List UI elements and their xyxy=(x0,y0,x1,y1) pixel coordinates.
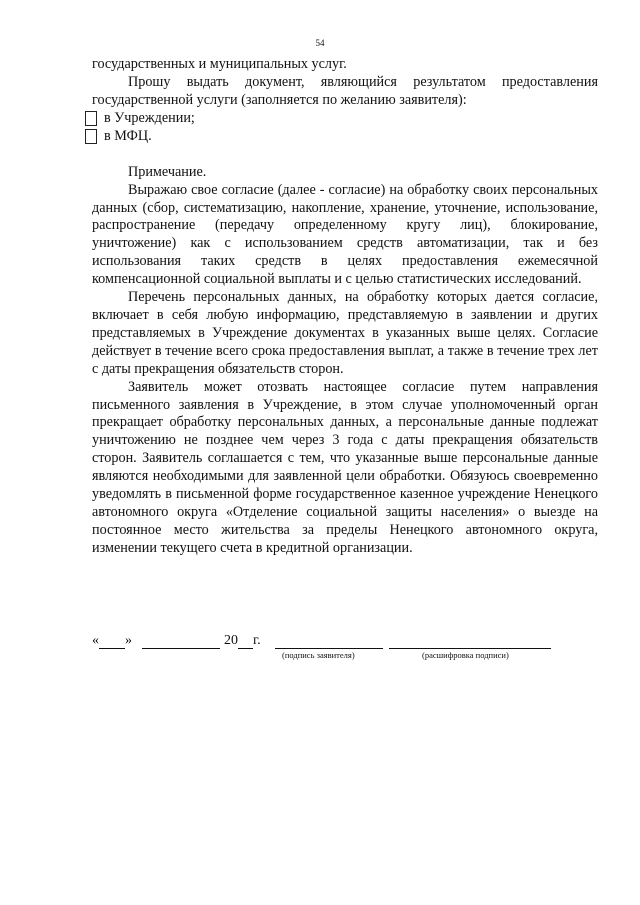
option-mfc-label: в МФЦ. xyxy=(104,127,152,144)
date-open-quote: « xyxy=(92,633,99,648)
page-number: 54 xyxy=(315,38,325,48)
year-field[interactable] xyxy=(238,635,253,649)
signature-captions xyxy=(92,649,572,663)
year-prefix: 20 xyxy=(224,633,238,648)
note-title: Примечание. xyxy=(128,163,207,180)
caption-signature: (подпись заявителя) xyxy=(282,650,355,660)
date-close-quote: » xyxy=(125,633,132,648)
checkbox-institution[interactable] xyxy=(85,111,97,126)
option-institution[interactable] xyxy=(92,110,598,128)
day-field[interactable] xyxy=(99,635,125,649)
option-institution-label: в Учреждении; xyxy=(104,109,195,126)
spacer xyxy=(92,146,598,164)
caption-decode: (расшифровка подписи) xyxy=(422,650,509,660)
signature-field[interactable] xyxy=(275,635,383,649)
data-list-paragraph: Перечень персональных данных, на обработку которых дается согласие, включает в себя любую информацию, представляемую в заявлении и других представляемых в Учреждение документах в указанных выше целях. Согласие действует в течение всего срока предоставления выплат, а также в течение трех лет с даты прекращения обязательств сторон. xyxy=(92,289,598,377)
signature-block xyxy=(92,633,572,663)
consent-paragraph: Выражаю свое согласие (далее - согласие) на обработку своих персональных данных (сбор, систематизацию, накопление, хранение, уточнение, использование, распространение (передачу определенному кругу лиц), блокирование, уничтожение) как с использованием средств автоматизации, так и без использования таких средств в целях предоставления ежемесячной компенсационной социальной выплаты и с целью статистических исследований. xyxy=(92,181,598,288)
request-paragraph: Прошу выдать документ, являющийся результатом предоставления государственной услуги (заполняется по желанию заявителя): xyxy=(92,73,598,108)
year-suffix: г. xyxy=(253,633,261,648)
name-decode-field[interactable] xyxy=(389,635,551,649)
intro-line: государственных и муниципальных услуг. xyxy=(92,56,347,72)
revocation-paragraph: Заявитель может отозвать настоящее согласие путем направления письменного заявления в Учреждение, в этом случае уполномоченный орган прекращает обработку персональных данных, а персональные данные подлежат уничтожению не позднее чем через 3 года с даты прекращения обязательств сторон. Заявитель соглашается с тем, что указанные выше персональные данные являются необходимыми для заявленной цели обработки. Обязуюсь своевременно уведомлять в письменной форме государственное казенное учреждение Ненецкого автономного округа «Отделение социальной защиты населения» о выезде на постоянное место жительства за пределы Ненецкого автономного округа, изменении текущего счета в кредитной организации. xyxy=(92,378,598,556)
month-field[interactable] xyxy=(142,635,220,649)
option-mfc[interactable] xyxy=(92,128,598,146)
signature-line xyxy=(92,633,572,649)
document-body xyxy=(92,56,598,558)
checkbox-mfc[interactable] xyxy=(85,129,97,144)
